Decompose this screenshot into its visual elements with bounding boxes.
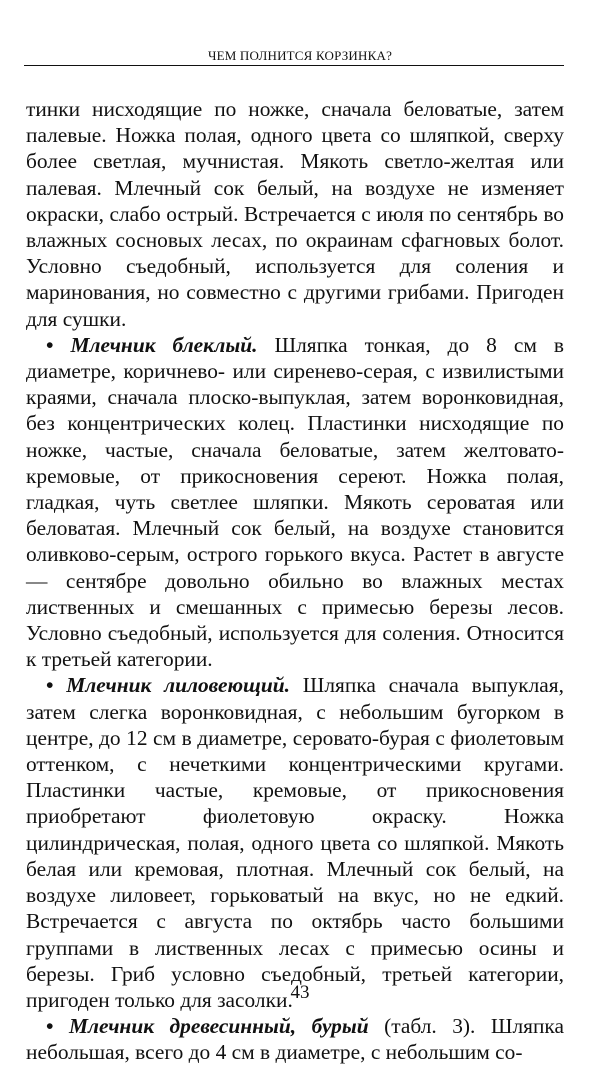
entry-term: Млечник лиловеющий. bbox=[66, 673, 291, 698]
entry-mlechnik-liloveyushchii bbox=[26, 672, 564, 1013]
bullet-icon: • bbox=[46, 1014, 54, 1039]
entry-mlechnik-bleklyi bbox=[26, 332, 564, 673]
page-number: 43 bbox=[290, 982, 310, 1003]
entry-term: Млечник блеклый. bbox=[70, 332, 258, 357]
page-body bbox=[26, 96, 564, 1066]
bullet-icon: • bbox=[46, 332, 54, 357]
entry-text: (табл. 3). Шляпка небольшая, всего до 4 см в диаметре, с небольшим со- bbox=[26, 1014, 564, 1065]
header-rule bbox=[24, 65, 564, 66]
entry-text: Шляпка сначала выпуклая, затем слегка воронковидная, с небольшим бугорком в центре, до 12 см в диаметре, серовато-бурая с фиолетовым оттенком, с нечеткими концентрическими кругами. Пластинки частые, кремовые, от прикосновения приобретают фиолетовую окраску. Ножка цилиндрическая, полая, одного цвета со шляпкой. Мякоть белая или кремовая, плотная. Млечный сок белый, на воздухе лиловеет, горьковатый на вкус, но не едкий. Встречается с августа по октябрь часто большими группами в лиственных лесах с примесью осины и березы. Гриб условно съедобный, третьей категории, пригоден только для засолки. bbox=[26, 673, 564, 1012]
running-head: ЧЕМ ПОЛНИТСЯ КОРЗИНКА? bbox=[207, 48, 393, 63]
bullet-icon: • bbox=[46, 673, 54, 698]
entry-term: Млечник древесинный, бурый bbox=[69, 1014, 369, 1039]
entry-text: Шляпка тонкая, до 8 см в диаметре, коричнево- или сиренево-серая, с извилистыми краями, сначала плоско-выпуклая, затем воронковидная, без концентрических колец. Пластинки нисходящие по ножке, частые, сначала беловатые, затем желтовато-кремовые, от прикосновения сереют. Ножка полая, гладкая, чуть светлее шляпки. Мякоть сероватая или беловатая. Млечный сок белый, на воздухе становится оливково-серым, острого горького вкуса. Растет в августе — сентябре довольно обильно во влажных местах лиственных и смешанных с примесью березы лесов. Условно съедобный, используется для соления. Относится к третьей категории. bbox=[26, 332, 564, 672]
paragraph-continuation: тинки нисходящие по ножке, сначала беловатые, затем палевые. Ножка полая, одного цвета со шляпкой, сверху более светлая, мучнистая. Мякоть светло-желтая или палевая. Млечный сок белый, на воздухе не изменяет окраски, слабо острый. Встречается с июля по сентябрь во влажных сосновых лесах, по окраинам сфагновых болот. Условно съедобный, используется для соления и маринования, но совместно с другими грибами. Пригоден для сушки. bbox=[26, 97, 564, 331]
entry-mlechnik-drevesinnyi bbox=[26, 1013, 564, 1065]
